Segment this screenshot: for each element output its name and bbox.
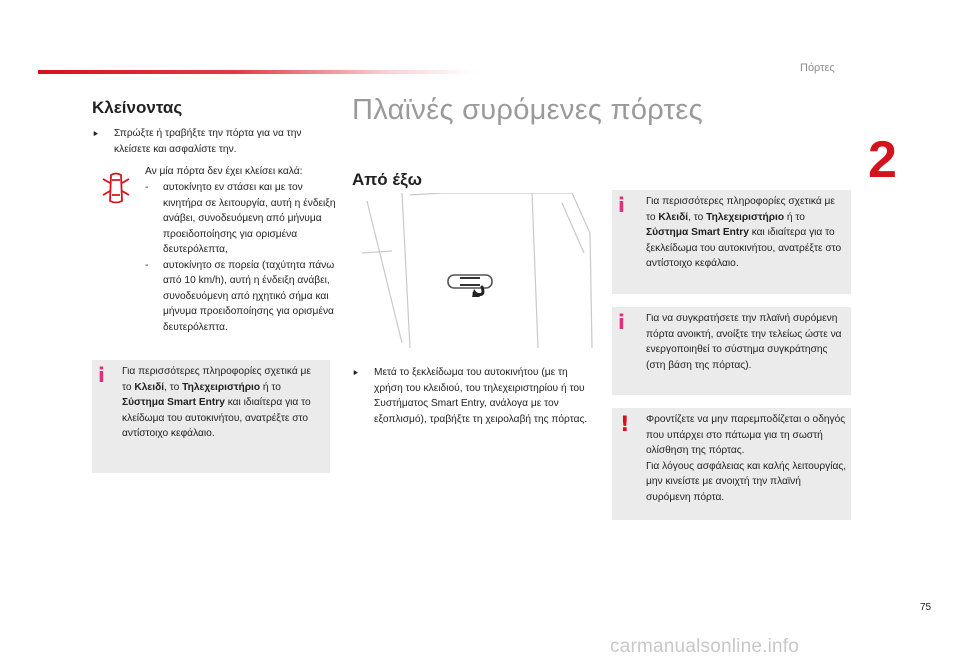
list-item: - αυτοκίνητο εν στάσει και με τον κινητήρα σε λειτουργία, αυτή η ένδειξη ανάβει, συνοδευόμενη από μήνυμα προειδοποίησης για ορισμένα δευτερόλεπτα, — [145, 180, 337, 258]
info-box-hold-open-text: Για να συγκρατήσετε την πλαϊνή συρόμενη πόρτα ανοικτή, ανοίξτε την τελείως ώστε να ενεργοποιηθεί το σύστημα συγκράτησης (στη βάση της πόρτας). — [646, 313, 842, 371]
info-icon: i — [618, 310, 625, 334]
watermark: carmanualsonline.info — [610, 636, 800, 657]
page-number: 75 — [920, 602, 932, 613]
header-accent-bar — [38, 70, 478, 74]
warning-item-2: αυτοκίνητο σε πορεία (ταχύτητα πάνω από 10 km/h), αυτή η ένδειξη ανάβει, συνοδευόμενη από ηχητικό σήμα και μήνυμα προειδοποίησης για ορισμένα δευτερόλεπτα. — [163, 259, 335, 333]
info-icon: i — [618, 193, 625, 217]
chapter-number: 2 — [868, 131, 897, 189]
info-icon: i — [98, 363, 105, 387]
sliding-doors-title: Πλαϊνές συρόμενες πόρτες — [352, 94, 703, 126]
info-box-unlock — [612, 190, 851, 294]
warning-box-slide-text: Φροντίζετε να μην παρεμποδίζεται ο οδηγός που υπάρχει στο πάτωμα για τη σωστή ολίσθηση της πόρτας. Για λόγους ασφάλειας και καλής λειτουργίας, μην κινείστε με ανοιχτή την πλαϊνή συρόμενη πόρτα. — [646, 414, 847, 503]
info-box-key-text: Για περισσότερες πληροφορίες σχετικά με το Κλειδί, το Τηλεχειριστήριο ή το Σύστημα Smart Entry και ιδιαίτερα για το κλείδωμα του αυτοκινήτου, ανατρέξτε στο αντίστοιχο κεφάλαιο. — [122, 366, 311, 439]
warning-box-slide — [612, 408, 851, 520]
door-open-warning-icon — [100, 170, 132, 206]
section-name: Πόρτες — [800, 62, 835, 74]
exclamation-icon: ! — [620, 412, 630, 436]
warning-intro: Αν μία πόρτα δεν έχει κλείσει καλά: — [145, 166, 303, 177]
info-box-unlock-text: Για περισσότερες πληροφορίες σχετικά με το Κλειδί, το Τηλεχειριστήριο ή το Σύστημα Smart Entry και ιδιαίτερα για το ξεκλείδωμα του αυτοκινήτου, ανατρέξτε στο αντίστοιχο κεφάλαιο. — [646, 196, 842, 269]
closing-step-text: Σπρώξτε ή τραβήξτε την πόρτα για να την κλείσετε και ασφαλίστε την. — [114, 128, 302, 155]
warning-item-1: αυτοκίνητο εν στάσει και με τον κινητήρα σε λειτουργία, αυτή η ένδειξη ανάβει, συνοδευόμενη από μήνυμα προειδοποίησης για ορισμένα δευτερόλεπτα, — [163, 182, 336, 255]
warning-list — [145, 180, 337, 335]
from-outside-subtitle: Από έξω — [352, 170, 423, 189]
info-box-hold-open — [612, 307, 851, 395]
sliding-door-illustration — [362, 193, 594, 348]
arrow-bullet-icon: ⯈ — [92, 129, 100, 139]
sliding-door-step-text: Μετά το ξεκλείδωμα του αυτοκινήτου (με τη χρήση του κλειδιού, του τηλεχειριστηρίου ή του Συστήματος Smart Entry, ανάλογα με τον εξοπλισμό), τραβήξτε τη χειρολαβή της πόρτας. — [374, 367, 588, 425]
closing-title: Κλείνοντας — [92, 98, 183, 117]
sliding-door-step — [352, 365, 592, 427]
info-box-key — [92, 360, 330, 473]
arrow-bullet-icon: ⯈ — [352, 368, 360, 378]
list-item: - αυτοκίνητο σε πορεία (ταχύτητα πάνω από 10 km/h), αυτή η ένδειξη ανάβει, συνοδευόμενη από ηχητικό σήμα και μήνυμα προειδοποίησης για ορισμένα δευτερόλεπτα. — [145, 258, 337, 336]
closing-step — [92, 126, 332, 157]
